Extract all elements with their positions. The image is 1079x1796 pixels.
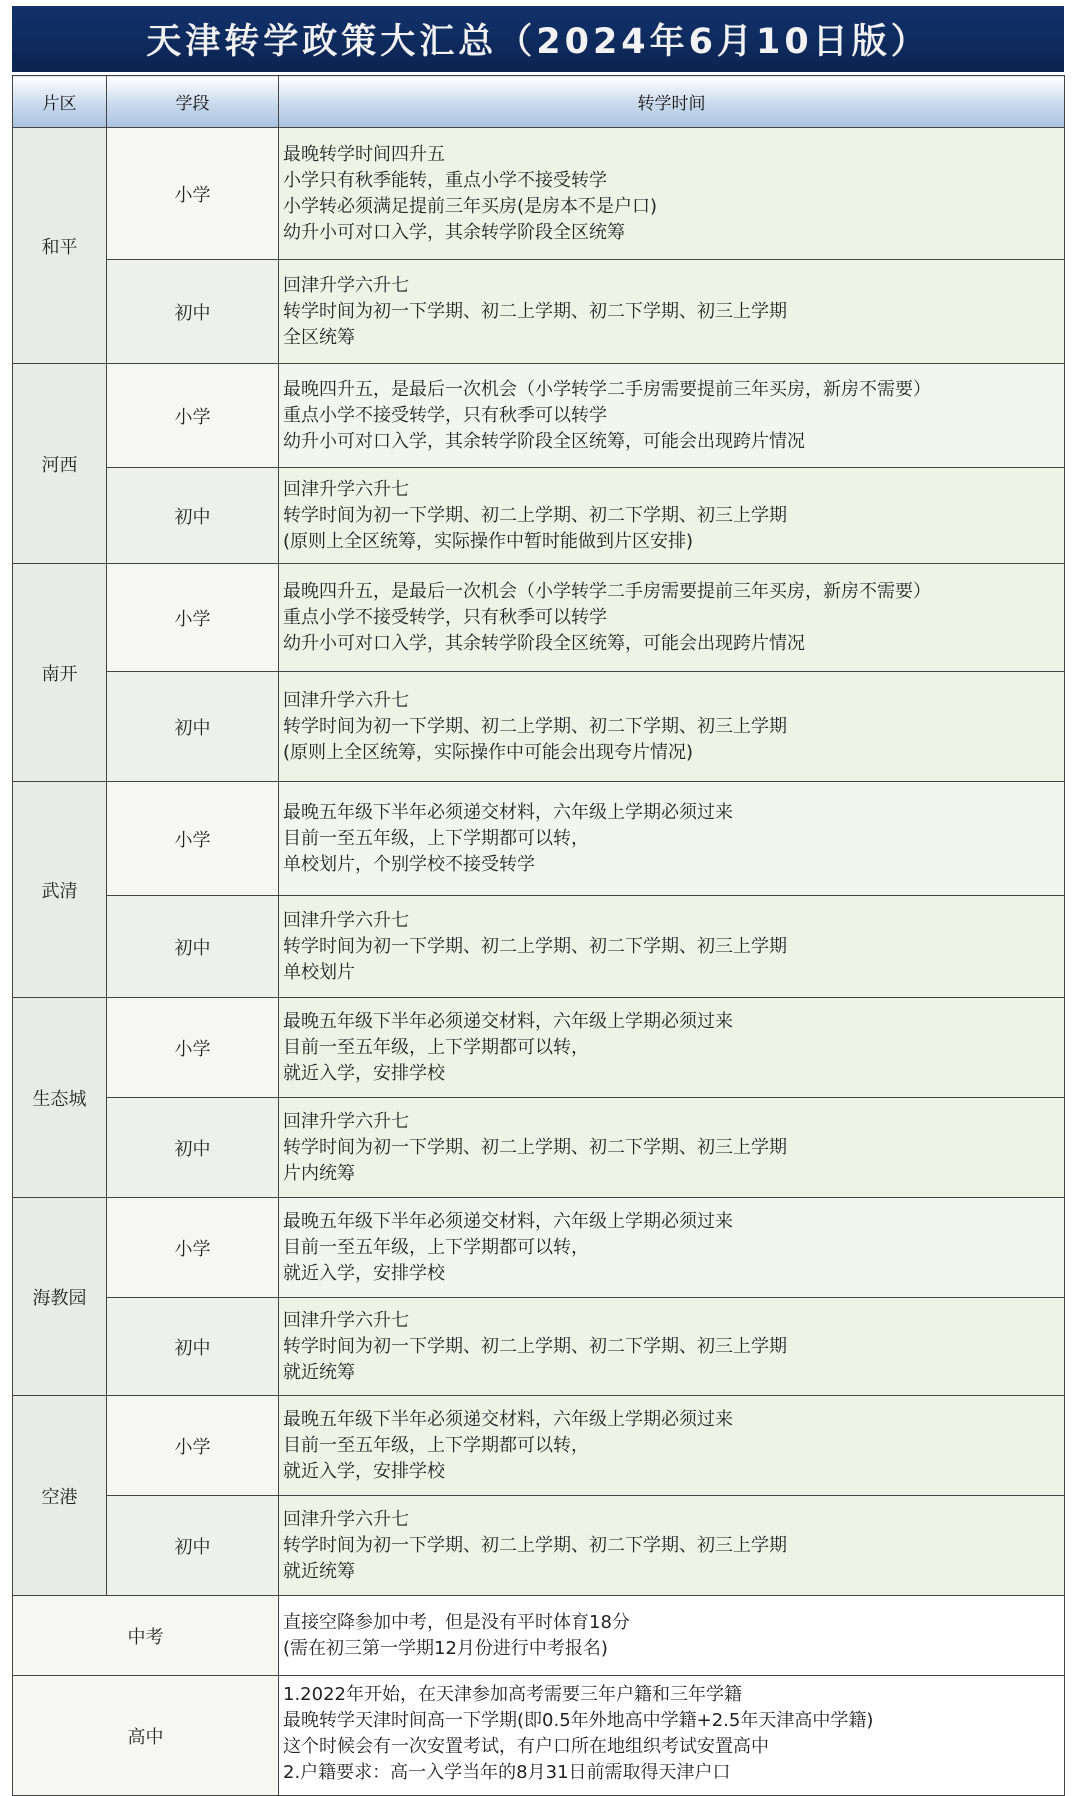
header-time: 转学时间 — [279, 76, 1065, 128]
table-row-zhongkao — [13, 1596, 1065, 1676]
policy-line: 这个时候会有一次安置考试，有户口所在地组织考试安置高中 — [283, 1736, 769, 1757]
zhongkao-label: 中考 — [13, 1596, 279, 1676]
policy-line: (原则上全区统筹，实际操作中暂时能做到片区安排) — [283, 530, 694, 552]
policy-line: 回津升学六升七 — [283, 1508, 409, 1530]
policy-line: 目前一至五年级，上下学期都可以转， — [283, 827, 589, 849]
district-cell: 南开 — [13, 564, 107, 782]
policy-line: 回津升学六升七 — [283, 478, 409, 500]
policy-line: 就近统筹 — [283, 1560, 355, 1582]
policy-content — [279, 364, 1065, 468]
policy-line: 转学时间为初一下学期、初二上学期、初二下学期、初三上学期 — [283, 1136, 787, 1158]
table-row — [13, 998, 1065, 1098]
district-cell: 河西 — [13, 364, 107, 564]
table-row — [13, 782, 1065, 896]
gaozhong-label: 高中 — [13, 1676, 279, 1796]
policy-line: 回津升学六升七 — [283, 1309, 409, 1331]
table-row — [13, 1198, 1065, 1298]
table-row — [13, 1098, 1065, 1198]
district-cell: 武清 — [13, 782, 107, 998]
table-row — [13, 260, 1065, 364]
policy-line: 目前一至五年级，上下学期都可以转， — [283, 1236, 589, 1258]
policy-content — [279, 468, 1065, 564]
stage-cell-junior: 初中 — [107, 260, 279, 364]
table-body — [13, 128, 1065, 1796]
policy-content — [279, 1496, 1065, 1596]
policy-line: 1.2022年开始，在天津参加高考需要三年户籍和三年学籍 — [283, 1684, 742, 1705]
policy-line: 就近入学，安排学校 — [283, 1262, 445, 1284]
policy-line: 转学时间为初一下学期、初二上学期、初二下学期、初三上学期 — [283, 935, 787, 957]
policy-content — [279, 1098, 1065, 1198]
policy-line: 最晚四升五，是最后一次机会（小学转学二手房需要提前三年买房，新房不需要） — [283, 580, 931, 602]
district-cell: 和平 — [13, 128, 107, 364]
policy-content — [279, 998, 1065, 1098]
stage-cell-primary: 小学 — [107, 564, 279, 672]
policy-content — [279, 260, 1065, 364]
table-row — [13, 1396, 1065, 1496]
stage-cell-junior: 初中 — [107, 672, 279, 782]
stage-cell-primary: 小学 — [107, 998, 279, 1098]
table-row — [13, 564, 1065, 672]
policy-line: 回津升学六升七 — [283, 689, 409, 711]
policy-line: 转学时间为初一下学期、初二上学期、初二下学期、初三上学期 — [283, 1335, 787, 1357]
policy-line: 最晚五年级下半年必须递交材料，六年级上学期必须过来 — [283, 801, 733, 823]
policy-line: 就近入学，安排学校 — [283, 1062, 445, 1084]
header-stage: 学段 — [107, 76, 279, 128]
policy-line: 目前一至五年级，上下学期都可以转， — [283, 1434, 589, 1456]
policy-line: 转学时间为初一下学期、初二上学期、初二下学期、初三上学期 — [283, 1534, 787, 1556]
policy-content — [279, 1298, 1065, 1396]
table-row — [13, 364, 1065, 468]
header-district: 片区 — [13, 76, 107, 128]
policy-line: 重点小学不接受转学，只有秋季可以转学 — [283, 404, 607, 426]
policy-line: 片内统筹 — [283, 1162, 355, 1184]
policy-line: 重点小学不接受转学，只有秋季可以转学 — [283, 606, 607, 628]
table-row — [13, 1298, 1065, 1396]
policy-line: 回津升学六升七 — [283, 909, 409, 931]
policy-line: 转学时间为初一下学期、初二上学期、初二下学期、初三上学期 — [283, 300, 787, 322]
policy-content — [279, 128, 1065, 260]
policy-line: 转学时间为初一下学期、初二上学期、初二下学期、初三上学期 — [283, 715, 787, 737]
policy-line: 幼升小可对口入学，其余转学阶段全区统筹，可能会出现跨片情况 — [283, 632, 805, 654]
district-cell: 生态城 — [13, 998, 107, 1198]
table-row — [13, 896, 1065, 998]
policy-line: 就近入学，安排学校 — [283, 1460, 445, 1482]
district-cell: 空港 — [13, 1396, 107, 1596]
stage-cell-primary: 小学 — [107, 128, 279, 260]
policy-content — [279, 564, 1065, 672]
table-row — [13, 128, 1065, 260]
policy-line: 幼升小可对口入学，其余转学阶段全区统筹，可能会出现跨片情况 — [283, 430, 805, 452]
policy-line: 2.户籍要求：高一入学当年的8月31日前需取得天津户口 — [283, 1762, 731, 1783]
policy-line: 最晚转学天津时间高一下学期(即0.5年外地高中学籍+2.5年天津高中学籍) — [283, 1710, 874, 1731]
district-cell: 海教园 — [13, 1198, 107, 1396]
policy-line: 小学转必须满足提前三年买房(是房本不是户口) — [283, 195, 658, 217]
stage-cell-junior: 初中 — [107, 468, 279, 564]
watermark — [859, 1692, 1009, 1752]
stage-cell-junior: 初中 — [107, 896, 279, 998]
stage-cell-primary: 小学 — [107, 1396, 279, 1496]
policy-line: 最晚五年级下半年必须递交材料，六年级上学期必须过来 — [283, 1210, 733, 1232]
policy-content — [279, 1396, 1065, 1496]
policy-content — [279, 1596, 1065, 1676]
policy-line: 单校划片，个别学校不接受转学 — [283, 853, 535, 875]
policy-line: 直接空降参加中考，但是没有平时体育18分 — [283, 1611, 630, 1633]
policy-line: 就近统筹 — [283, 1361, 355, 1383]
policy-line: 目前一至五年级，上下学期都可以转， — [283, 1036, 589, 1058]
table-row — [13, 672, 1065, 782]
policy-line: 最晚转学时间四升五 — [283, 143, 445, 165]
policy-content — [279, 1198, 1065, 1298]
policy-line: (需在初三第一学期12月份进行中考报名) — [283, 1637, 608, 1659]
policy-line: 单校划片 — [283, 961, 355, 983]
table-row — [13, 1496, 1065, 1596]
table-header-row — [13, 76, 1065, 128]
table-row — [13, 468, 1065, 564]
policy-line: 幼升小可对口入学，其余转学阶段全区统筹 — [283, 221, 625, 243]
policy-content — [279, 782, 1065, 896]
stage-cell-primary: 小学 — [107, 1198, 279, 1298]
page-title: 天津转学政策大汇总（2024年6月10日版） — [12, 6, 1064, 72]
policy-content — [279, 896, 1065, 998]
policy-line: (原则上全区统筹，实际操作中可能会出现夸片情况) — [283, 741, 694, 763]
stage-cell-junior: 初中 — [107, 1298, 279, 1396]
stage-cell-primary: 小学 — [107, 782, 279, 896]
policy-line: 最晚四升五，是最后一次机会（小学转学二手房需要提前三年买房，新房不需要） — [283, 378, 931, 400]
policy-table — [12, 75, 1065, 1796]
stage-cell-junior: 初中 — [107, 1496, 279, 1596]
policy-line: 小学只有秋季能转，重点小学不接受转学 — [283, 169, 607, 191]
policy-line: 最晚五年级下半年必须递交材料，六年级上学期必须过来 — [283, 1408, 733, 1430]
policy-line: 全区统筹 — [283, 326, 355, 348]
stage-cell-primary: 小学 — [107, 364, 279, 468]
policy-line: 回津升学六升七 — [283, 274, 409, 296]
policy-line: 最晚五年级下半年必须递交材料，六年级上学期必须过来 — [283, 1010, 733, 1032]
policy-line: 回津升学六升七 — [283, 1110, 409, 1132]
policy-line: 转学时间为初一下学期、初二上学期、初二下学期、初三上学期 — [283, 504, 787, 526]
stage-cell-junior: 初中 — [107, 1098, 279, 1198]
policy-content — [279, 672, 1065, 782]
